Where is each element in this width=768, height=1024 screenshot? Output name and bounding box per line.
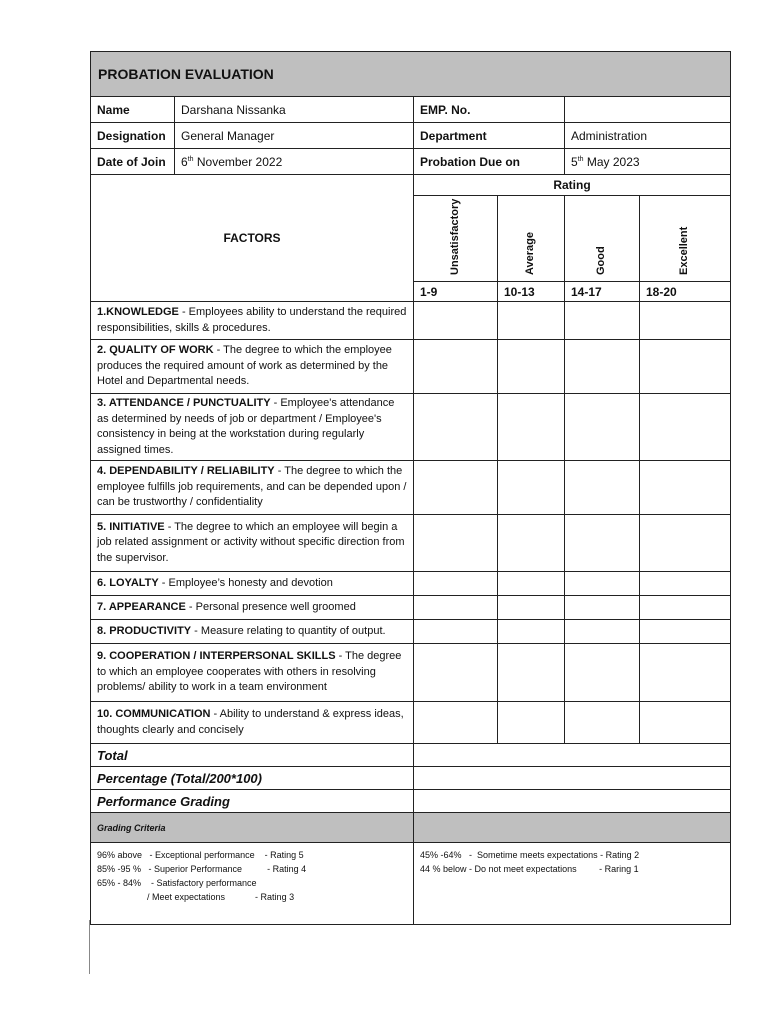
criteria-line: 45% -64% - Sometime meets expectations - Rating 2: [420, 850, 640, 860]
rating-cell[interactable]: [498, 394, 565, 461]
rating-col-label: Unsatisfactory: [448, 198, 461, 275]
factor-title: 2. QUALITY OF WORK: [97, 344, 214, 357]
rating-range: 1-9: [414, 282, 498, 302]
factor-text: [91, 572, 414, 596]
probation-due-value[interactable]: [565, 149, 731, 175]
rating-cell[interactable]: [414, 340, 498, 394]
factor-title: 6. LOYALTY: [97, 576, 159, 589]
rating-range: 18-20: [640, 282, 731, 302]
total-label: Total: [91, 744, 414, 767]
rating-cell[interactable]: [640, 394, 731, 461]
factor-row: [91, 596, 731, 620]
rating-cell[interactable]: [414, 572, 498, 596]
performance-grading-label: Performance Grading: [91, 790, 414, 813]
rating-range: 10-13: [498, 282, 565, 302]
factor-title: 7. APPEARANCE: [97, 600, 186, 613]
rating-cell[interactable]: [498, 515, 565, 572]
factor-desc: - Employee's attendance as determined by needs of job or department / Employee's consistency in being at the workstation during regularly assigned times.: [97, 397, 395, 456]
factor-text: [91, 596, 414, 620]
rating-cell[interactable]: [414, 394, 498, 461]
rating-cell[interactable]: [565, 394, 640, 461]
probation-due-day: 5: [571, 154, 578, 169]
grading-criteria-left: [91, 843, 414, 925]
probation-evaluation-form: [90, 51, 731, 925]
name-value[interactable]: Darshana Nissanka: [175, 97, 414, 123]
emp-no-value[interactable]: [565, 97, 731, 123]
criteria-line: 65% - 84% - Satisfactory performance: [97, 878, 257, 888]
rating-cell[interactable]: [565, 572, 640, 596]
rating-cell[interactable]: [498, 461, 565, 515]
rating-cell[interactable]: [640, 515, 731, 572]
rating-col-good: [565, 196, 640, 282]
rating-cell[interactable]: [565, 340, 640, 394]
criteria-line: 44 % below - Do not meet expectations - Raring 1: [420, 864, 639, 874]
factor-desc: - Measure relating to quantity of output.: [191, 624, 386, 637]
factors-heading: FACTORS: [91, 175, 414, 302]
factor-text: [91, 394, 414, 461]
factor-title: 4. DEPENDABILITY / RELIABILITY: [97, 465, 275, 478]
criteria-line: 85% -95 % - Superior Performance - Rating 4: [97, 864, 307, 874]
factor-title: 9. COOPERATION / INTERPERSONAL SKILLS: [97, 650, 336, 663]
performance-grading-value[interactable]: [414, 790, 731, 813]
factor-desc: - Employees ability to understand the required responsibilities, skills & procedures.: [97, 306, 407, 334]
factor-row: [91, 461, 731, 515]
criteria-line: 96% above - Exceptional performance - Rating 5: [97, 850, 304, 860]
rating-col-average: [498, 196, 565, 282]
factor-text: [91, 515, 414, 572]
rating-range: 14-17: [565, 282, 640, 302]
date-of-join-label: Date of Join: [91, 149, 175, 175]
rating-cell[interactable]: [565, 620, 640, 644]
factor-title: 3. ATTENDANCE / PUNCTUALITY: [97, 397, 271, 409]
rating-cell[interactable]: [565, 461, 640, 515]
rating-cell[interactable]: [640, 302, 731, 340]
rating-cell[interactable]: [414, 702, 498, 744]
rating-cell[interactable]: [640, 620, 731, 644]
factor-text: [91, 302, 414, 340]
rating-cell[interactable]: [414, 596, 498, 620]
date-of-join-day: 6: [181, 154, 188, 169]
rating-cell[interactable]: [414, 461, 498, 515]
rating-col-unsatisfactory: [414, 196, 498, 282]
factor-title: 8. PRODUCTIVITY: [97, 624, 192, 637]
probation-due-label: Probation Due on: [414, 149, 565, 175]
probation-due-suffix: th: [577, 155, 584, 163]
rating-cell[interactable]: [565, 596, 640, 620]
rating-cell[interactable]: [498, 572, 565, 596]
designation-label: Designation: [91, 123, 175, 149]
factor-desc: - Personal presence well groomed: [185, 600, 356, 613]
rating-cell[interactable]: [565, 644, 640, 702]
rating-cell[interactable]: [414, 644, 498, 702]
department-value[interactable]: Administration: [565, 123, 731, 149]
rating-col-excellent: [640, 196, 731, 282]
factor-text: [91, 644, 414, 702]
factor-row: [91, 702, 731, 744]
date-of-join-suffix: th: [187, 155, 194, 163]
name-label: Name: [91, 97, 175, 123]
rating-cell[interactable]: [498, 702, 565, 744]
probation-due-rest: May 2023: [583, 154, 640, 169]
factor-desc: - The degree to which an employee cooperates with others in resolving problems/ ability to work in a team environment: [97, 650, 402, 694]
page-edge-line: [89, 920, 90, 974]
grading-criteria-right: [414, 843, 731, 925]
rating-cell[interactable]: [414, 302, 498, 340]
factor-desc: - The degree to which the employee produces the required amount of work as determined by the Hotel and Departmental needs.: [97, 344, 392, 388]
percentage-value[interactable]: [414, 767, 731, 790]
rating-cell[interactable]: [414, 515, 498, 572]
rating-heading: Rating: [414, 175, 731, 196]
rating-col-label: Average: [524, 231, 536, 275]
rating-cell[interactable]: [640, 596, 731, 620]
rating-cell[interactable]: [498, 340, 565, 394]
factor-desc: - Employee’s honesty and devotion: [158, 576, 333, 589]
factor-title: 1.KNOWLEDGE: [97, 306, 179, 318]
factor-text: [91, 461, 414, 515]
rating-cell[interactable]: [498, 644, 565, 702]
date-of-join-rest: November 2022: [193, 154, 283, 169]
grading-criteria-heading: Grading Criteria: [91, 813, 414, 843]
rating-cell[interactable]: [565, 515, 640, 572]
factor-text: [91, 340, 414, 394]
emp-no-label: EMP. No.: [414, 97, 565, 123]
percentage-label: Percentage (Total/200*100): [91, 767, 414, 790]
form-title: PROBATION EVALUATION: [91, 52, 731, 97]
factor-row: [91, 515, 731, 572]
rating-cell[interactable]: [640, 340, 731, 394]
factor-row: [91, 394, 731, 461]
factor-desc: - The degree to which an employee will begin a job related assignment or activity without specific direction from the supervisor.: [97, 520, 405, 564]
rating-cell[interactable]: [565, 302, 640, 340]
grading-criteria-heading-filler: [414, 813, 731, 843]
rating-cell[interactable]: [565, 702, 640, 744]
factor-row: [91, 644, 731, 702]
rating-cell[interactable]: [498, 302, 565, 340]
factor-title: 5. INITIATIVE: [97, 520, 165, 533]
factor-row: [91, 302, 731, 340]
rating-cell[interactable]: [640, 644, 731, 702]
rating-cell[interactable]: [498, 596, 565, 620]
factor-text: [91, 702, 414, 744]
rating-col-label: Excellent: [678, 226, 691, 275]
designation-value[interactable]: General Manager: [175, 123, 414, 149]
criteria-line: / Meet expectations - Rating 3: [97, 892, 295, 902]
rating-cell[interactable]: [414, 620, 498, 644]
rating-cell[interactable]: [640, 572, 731, 596]
rating-cell[interactable]: [498, 620, 565, 644]
factor-desc: - Ability to understand & express ideas, thoughts clearly and concisely: [97, 708, 404, 736]
total-value[interactable]: [414, 744, 731, 767]
factor-title: 10. COMMUNICATION: [97, 708, 211, 720]
rating-col-label: Good: [595, 246, 607, 275]
factor-desc: - The degree to which the employee fulfills job requirements, and can be depended upon / can be trustworthy / confidentiality: [97, 465, 407, 509]
rating-cell[interactable]: [640, 461, 731, 515]
rating-cell[interactable]: [640, 702, 731, 744]
factor-row: [91, 340, 731, 394]
factor-row: [91, 572, 731, 596]
date-of-join-value[interactable]: [175, 149, 414, 175]
factor-text: [91, 620, 414, 644]
department-label: Department: [414, 123, 565, 149]
factor-row: [91, 620, 731, 644]
